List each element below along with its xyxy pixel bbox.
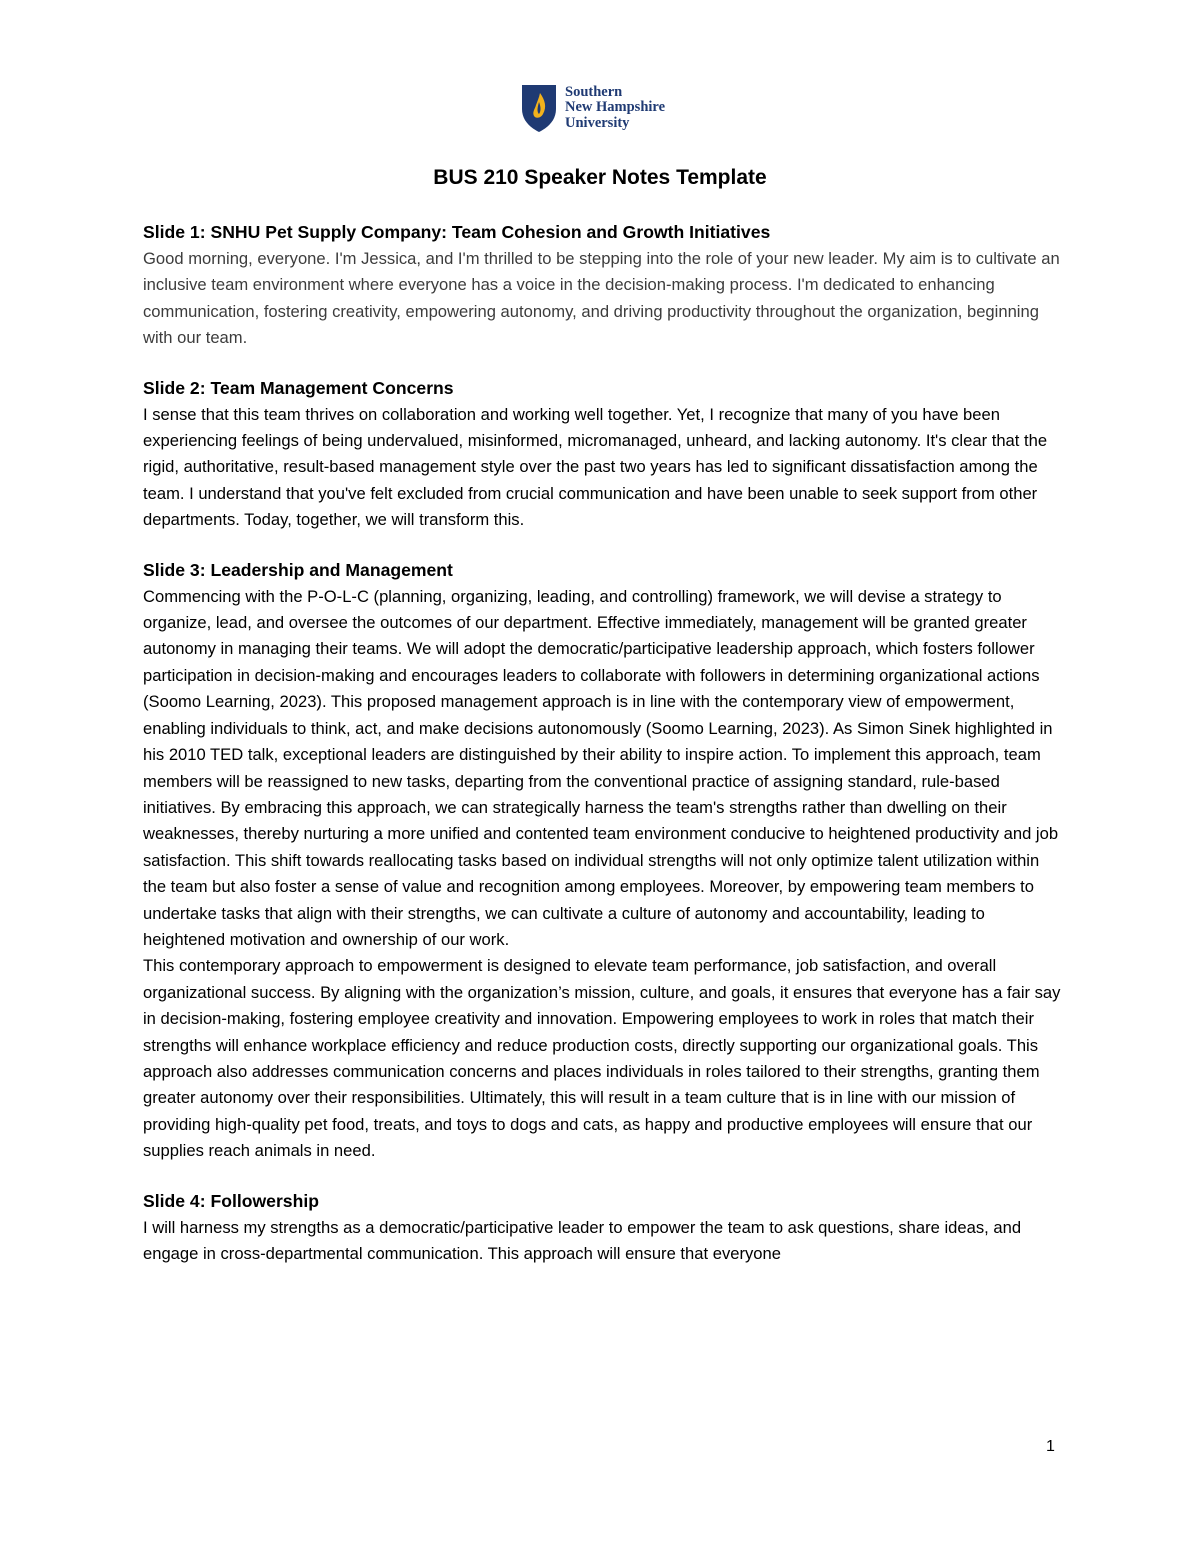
page-number: 1	[1046, 1438, 1055, 1455]
wordmark-line: Southern	[565, 83, 623, 100]
slide-2-section	[143, 374, 1063, 534]
slide-3-section	[143, 556, 1063, 1165]
document-body	[143, 218, 1063, 1267]
slide-4-section	[143, 1187, 1063, 1268]
slide-heading: Slide 4: Followership	[143, 1190, 319, 1211]
speaker-note-paragraph: I will harness my strengths as a democratic/participative leader to empower the team to ask questions, share ideas, and engage in cross-departmental communication. This approach will ensure that everyone	[143, 1217, 1022, 1263]
slide-heading: Slide 1: SNHU Pet Supply Company: Team Cohesion and Growth Initiatives	[143, 222, 771, 242]
shield-flame-icon	[519, 83, 559, 133]
speaker-note-paragraph: This contemporary approach to empowerment is designed to elevate team performance, job satisfaction, and overall organizational success. By aligning with the organization’s mission, culture, and goals, it ensures that everyone has a fair say in decision-making, fostering employee creativity and innovation. Empowering employees to work in roles that match their strengths will enhance workplace efficiency and reduce production costs, directly supporting our organizational goals. This approach also addresses communication concerns and places individuals in roles tailored to their strengths, granting them greater autonomy over their responsibilities. Ultimately, this will result in a team culture that is in line with our mission of providing high-quality pet food, treats, and toys to dogs and cats, as happy and productive employees will ensure that our supplies reach animals in need.	[143, 956, 1061, 1161]
speaker-note-paragraph: Commencing with the P-O-L-C (planning, organizing, leading, and controlling) framework, we will devise a strategy to organize, lead, and oversee the outcomes of our department. Effective immediately, management will be granted greater autonomy in managing their teams. We will adopt the democratic/participative leadership approach, which fosters follower participation in decision-making and encourages leaders to collaborate with followers in determining organizational actions (Soomo Learning, 2023). This proposed management approach is in line with the contemporary view of empowerment, enabling individuals to think, act, and make decisions autonomously (Soomo Learning, 2023). As Simon Sinek highlighted in his 2010 TED talk, exceptional leaders are distinguished by their ability to inspire action. To implement this approach, team members will be reassigned to new tasks, departing from the conventional practice of assigning standard, rule-based initiatives. By embracing this approach, we can strategically harness the team's strengths rather than dwelling on their weaknesses, thereby nurturing a more unified and contented team environment conducive to heightened productivity and job satisfaction. This shift towards reallocating tasks based on individual strengths will not only optimize talent utilization within the team but also foster a sense of value and recognition among employees. Moreover, by empowering team members to undertake tasks that align with their strengths, we can cultivate a culture of autonomy and accountability, leading to heightened motivation and ownership of our work.	[143, 586, 1059, 949]
wordmark-line: University	[565, 114, 630, 131]
document-title: BUS 210 Speaker Notes Template	[433, 166, 767, 189]
speaker-note-paragraph: I sense that this team thrives on collaboration and working well together. Yet, I recognize that many of you have been experiencing feelings of being undervalued, misinformed, micromanaged, unheard, and lacking autonomy. It's clear that the rigid, authoritative, result-based management style over the past two years has led to significant dissatisfaction among the team. I understand that you've felt excluded from crucial communication and have been unable to seek support from other departments. Today, together, we will transform this.	[143, 404, 1048, 530]
speaker-note-paragraph: Good morning, everyone. I'm Jessica, and I'm thrilled to be stepping into the role of your new leader. My aim is to cultivate an inclusive team environment where everyone has a voice in the decision-making process. I'm dedicated to enhancing communication, fostering creativity, empowering autonomy, and driving productivity throughout the organization, beginning with our team.	[143, 249, 1060, 348]
snhu-logo	[519, 83, 665, 133]
university-wordmark	[565, 85, 665, 132]
slide-heading: Slide 2: Team Management Concerns	[143, 377, 454, 398]
slide-heading: Slide 3: Leadership and Management	[143, 559, 453, 580]
slide-1-section	[143, 218, 1063, 352]
wordmark-line: New Hampshire	[565, 99, 666, 116]
